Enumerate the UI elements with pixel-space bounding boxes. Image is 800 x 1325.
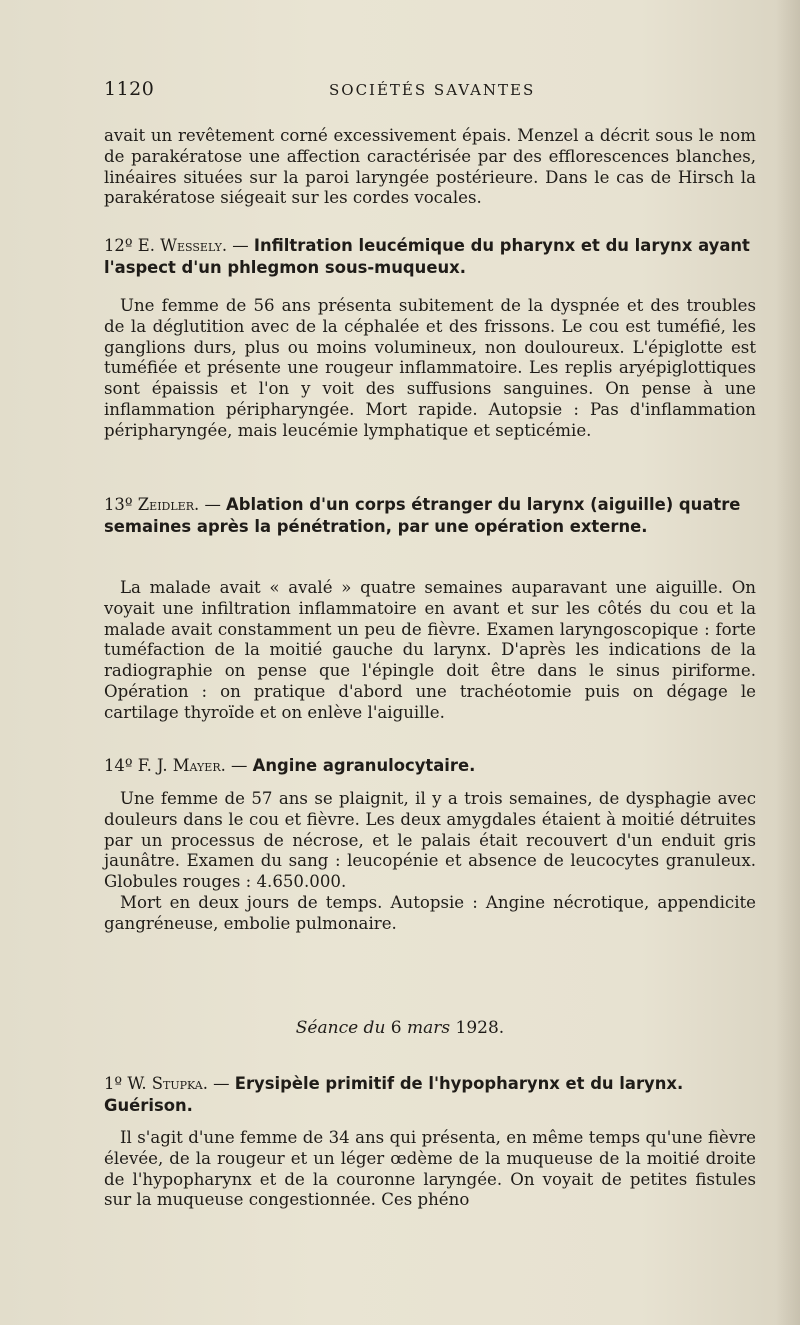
entry-title: Infiltration leucémique du pharynx et du larynx ayant l'aspect d'un phlegmon sous-muqueux.: [104, 236, 750, 277]
seance-label: Séance du: [295, 1018, 386, 1038]
intro-paragraph: [104, 126, 756, 209]
heading-dash: —: [232, 236, 249, 255]
entry-12: [104, 235, 756, 279]
entry-author: E. Wessely.: [137, 236, 228, 255]
heading-dash: —: [204, 495, 221, 514]
entry-12-body: [104, 296, 756, 442]
seance-day: 6: [390, 1018, 402, 1038]
entry-13: [104, 494, 756, 538]
entry-heading: [104, 235, 756, 279]
page-number: 1120: [104, 78, 155, 100]
entry-1: [104, 1073, 756, 1117]
entry-body: Une femme de 56 ans présenta subitement de la dyspnée et des troubles de la déglutition avec de la céphalée et des frissons. Le cou est tuméfié, les ganglions durs, plus ou moins volumineux, non douloureux. L'épiglotte est tuméfiée et présente une rougeur inflammatoire. Les replis aryépiglottiques sont épaissis et l'on y voit des suffusions sanguines. On pense à une inflammation péripharyngée. Mort rapide. Autopsie : Pas d'inflammation péripharyngée, mais leucémie lymphatique et septicémie.: [104, 296, 756, 440]
paragraph-text: avait un revêtement corné excessivement épais. Menzel a décrit sous le nom de parakératose une affection caractérisée par des efflorescences blanches, linéaires situées sur la paroi laryngée postérieure. Dans le cas de Hirsch la parakératose siégeait sur les cordes vocales.: [104, 126, 756, 208]
entry-number: 12º: [104, 236, 133, 255]
entry-number: 1º: [104, 1074, 123, 1093]
entry-author: F. J. Mayer.: [137, 756, 226, 775]
running-title: SOCIÉTÉS SAVANTES: [329, 81, 536, 99]
entry-heading: [104, 755, 756, 777]
seance-date: [0, 1018, 800, 1038]
heading-dash: —: [231, 756, 248, 775]
entry-body: Il s'agit d'une femme de 34 ans qui présenta, en même temps qu'une fièvre élevée, de la rougeur et un léger œdème de la muqueuse de la moitié droite de l'hypopharynx et de la couronne laryngée. On voyait de petites fistules sur la muqueuse congestionnée. Ces phéno: [104, 1128, 756, 1210]
entry-author: W. Stupka.: [127, 1074, 208, 1093]
page-edge-shadow: [776, 0, 800, 1325]
heading-dash: —: [213, 1074, 230, 1093]
entry-title: Ablation d'un corps étranger du larynx (aiguille) quatre semaines après la pénétration, par une opération externe.: [104, 495, 741, 536]
entry-title: Angine agranulocytaire.: [252, 756, 476, 775]
entry-heading: [104, 494, 756, 538]
entry-heading: [104, 1073, 756, 1117]
entry-1-body: [104, 1128, 756, 1211]
entry-body-continued: Mort en deux jours de temps. Autopsie : Angine nécrotique, appendicite gangréneuse, embolie pulmonaire.: [104, 892, 756, 933]
page-header: [104, 78, 752, 106]
entry-number: 14º: [104, 756, 133, 775]
entry-number: 13º: [104, 495, 133, 514]
seance-month: mars: [407, 1018, 451, 1038]
entry-13-body: [104, 578, 756, 724]
entry-author: Zeidler.: [137, 495, 200, 514]
entry-14-body: [104, 789, 756, 935]
entry-body: La malade avait « avalé » quatre semaines auparavant une aiguille. On voyait une infiltration inflammatoire en avant et sur les côtés du cou et la malade avait constamment un peu de fièvre. Examen laryngoscopique : forte tuméfaction de la moitié gauche du larynx. D'après les indications de la radiographie on pense que l'épingle doit être dans le sinus piriforme. Opération : on pratique d'abord une trachéotomie puis on dégage le cartilage thyroïde et on enlève l'aiguille.: [104, 578, 756, 722]
entry-title: Erysipèle primitif de l'hypopharynx et du larynx. Guérison.: [104, 1074, 684, 1115]
seance-year: 1928.: [455, 1018, 505, 1038]
entry-14: [104, 755, 756, 777]
entry-body: Une femme de 57 ans se plaignit, il y a trois semaines, de dysphagie avec douleurs dans le cou et fièvre. Les deux amygdales étaient à moitié détruites par un processus de nécrose, et le palais était recouvert d'un enduit gris jaunâtre. Examen du sang : leucopénie et absence de leucocytes granuleux. Globules rouges : 4.650.000.: [104, 789, 756, 892]
